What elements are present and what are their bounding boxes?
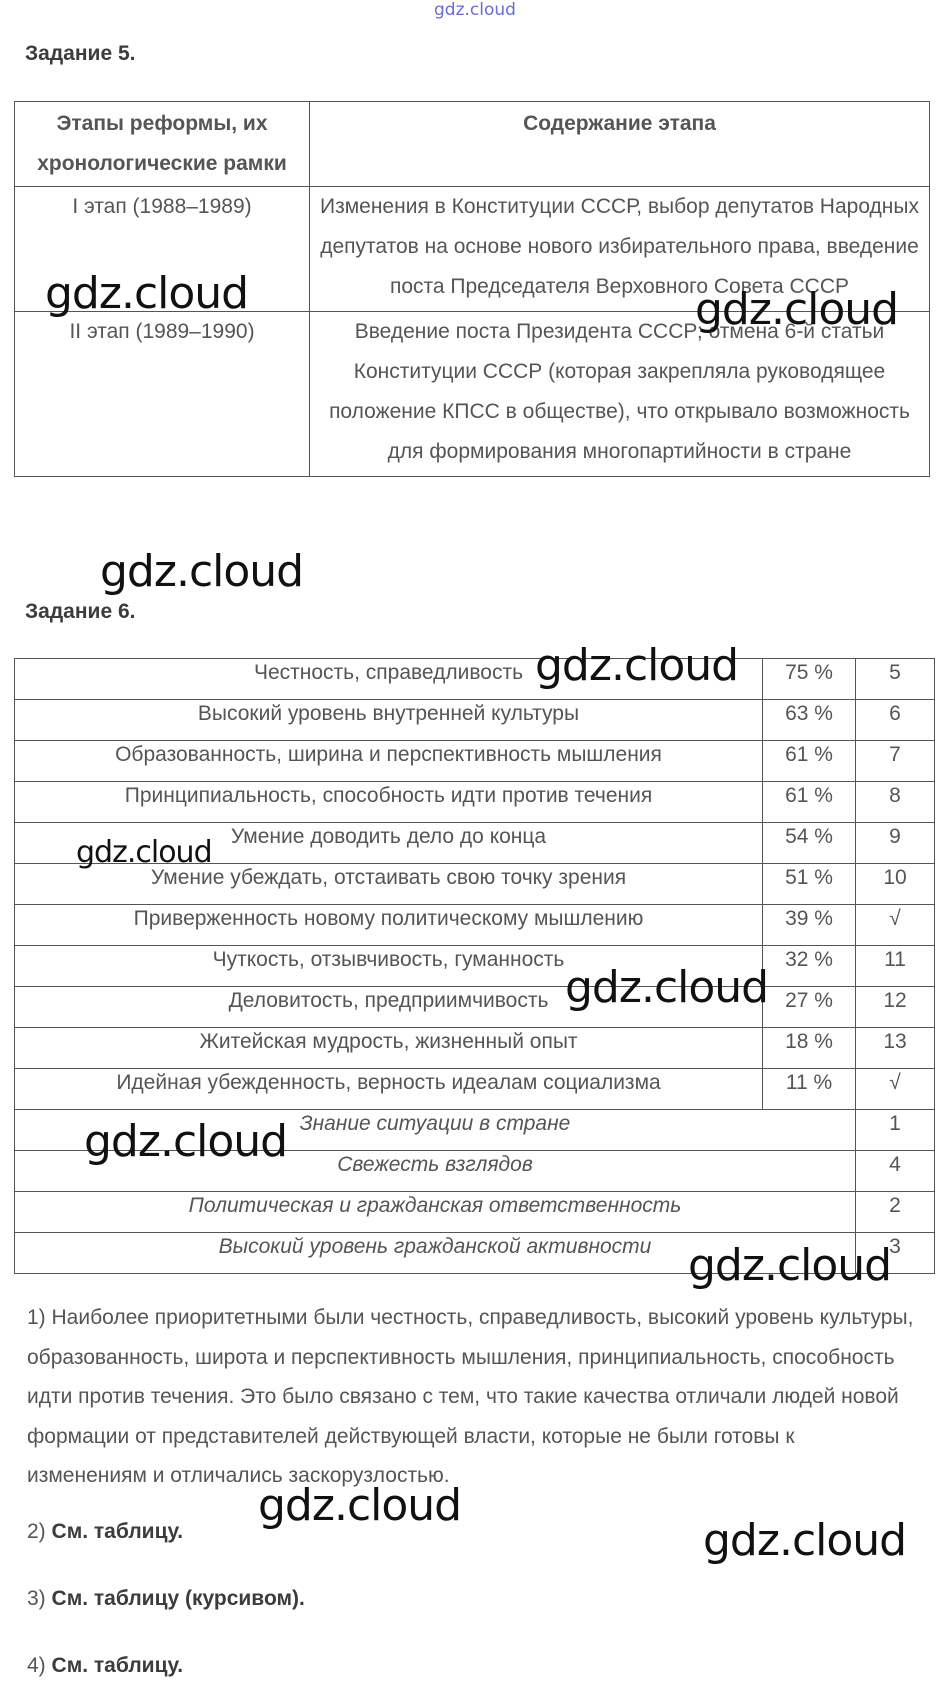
table-row [15, 741, 935, 782]
rank-cell: 3 [856, 1233, 935, 1274]
watermark: gdz.cloud [45, 268, 249, 319]
answer-3 [27, 1587, 305, 1611]
quality-cell: Высокий уровень гражданской активности [15, 1233, 856, 1274]
qualities-table [14, 658, 935, 1274]
rank-cell: 11 [856, 946, 935, 987]
rank-cell: 4 [856, 1151, 935, 1192]
answer-2-number: 2) [27, 1520, 46, 1543]
content-cell: Изменения в Конституции СССР, выбор депутатов Народных депутатов на основе нового избирательного права, введение поста Председателя Верховного Совета СССР [310, 187, 930, 312]
percent-cell: 27 % [763, 987, 856, 1028]
answer-4-number: 4) [27, 1654, 46, 1677]
quality-cell: Приверженность новому политическому мышлению [15, 905, 763, 946]
watermark: gdz.cloud [258, 1480, 462, 1531]
task5-title: Задание 5. [25, 42, 136, 65]
table-header-row [15, 102, 930, 187]
site-mark: gdz.cloud [434, 0, 516, 20]
rank-cell: 7 [856, 741, 935, 782]
rank-cell: √ [856, 1069, 935, 1110]
rank-cell: 9 [856, 823, 935, 864]
stage-cell: II этап (1989–1990) [15, 312, 310, 477]
answer-3-text: См. таблицу (курсивом). [51, 1587, 305, 1610]
table-row [15, 1192, 935, 1233]
rank-cell: 8 [856, 782, 935, 823]
answer-4 [27, 1654, 183, 1678]
answer-2 [27, 1520, 183, 1544]
rank-cell: 10 [856, 864, 935, 905]
table-row [15, 782, 935, 823]
watermark: gdz.cloud [84, 1116, 288, 1167]
quality-cell: Принципиальность, способность идти против течения [15, 782, 763, 823]
percent-cell: 61 % [763, 741, 856, 782]
table-row [15, 987, 935, 1028]
watermark: gdz.cloud [703, 1515, 907, 1566]
quality-cell: Умение убеждать, отстаивать свою точку зрения [15, 864, 763, 905]
quality-cell: Житейская мудрость, жизненный опыт [15, 1028, 763, 1069]
percent-cell: 61 % [763, 782, 856, 823]
rank-cell: 5 [856, 659, 935, 700]
watermark: gdz.cloud [695, 284, 899, 335]
answer-4-text: См. таблицу. [51, 1654, 184, 1677]
table-row [15, 1028, 935, 1069]
percent-cell: 18 % [763, 1028, 856, 1069]
quality-cell: Свежесть взглядов [15, 1151, 856, 1192]
rank-cell: 1 [856, 1110, 935, 1151]
header-stages: Этапы реформы, их хронологические рамки [15, 102, 310, 187]
percent-cell: 54 % [763, 823, 856, 864]
table-row [15, 700, 935, 741]
percent-cell: 11 % [763, 1069, 856, 1110]
watermark: gdz.cloud [565, 962, 769, 1013]
rank-cell: √ [856, 905, 935, 946]
table-row [15, 312, 930, 477]
table-row [15, 946, 935, 987]
quality-cell: Образованность, ширина и перспективность мышления [15, 741, 763, 782]
content-cell: Введение поста Президента СССР; отмена 6-й статьи Конституции СССР (которая закрепляла руководящее положение КПСС в обществе), что открывало возможность для формирования многопартийности в стране [310, 312, 930, 477]
rank-cell: 13 [856, 1028, 935, 1069]
answer-1: 1) Наиболее приоритетными были честность, справедливость, высокий уровень культуры, образованность, широта и перспективность мышления, принципиальность, способность идти против течения. Это было связано с тем, что такие качества отличали людей новой формации от представителей действующей власти, которые не были готовы к изменениям и отличались заскорузлостью. [27, 1306, 914, 1487]
answer-2-text: См. таблицу. [51, 1520, 184, 1543]
table-row [15, 905, 935, 946]
table-row [15, 1069, 935, 1110]
stage-cell: I этап (1988–1989) [15, 187, 310, 312]
table-row [15, 659, 935, 700]
percent-cell: 75 % [763, 659, 856, 700]
quality-cell: Знание ситуации в стране [15, 1110, 856, 1151]
quality-cell: Честность, справедливость [15, 659, 763, 700]
quality-cell: Деловитость, предприимчивость [15, 987, 763, 1028]
percent-cell: 39 % [763, 905, 856, 946]
rank-cell: 2 [856, 1192, 935, 1233]
watermark: gdz.cloud [535, 640, 739, 691]
percent-cell: 32 % [763, 946, 856, 987]
rank-cell: 12 [856, 987, 935, 1028]
quality-cell: Идейная убежденность, верность идеалам социализма [15, 1069, 763, 1110]
watermark: gdz.cloud [100, 546, 304, 597]
quality-cell: Высокий уровень внутренней культуры [15, 700, 763, 741]
percent-cell: 51 % [763, 864, 856, 905]
quality-cell: Политическая и гражданская ответственность [15, 1192, 856, 1233]
percent-cell: 63 % [763, 700, 856, 741]
quality-cell: Чуткость, отзывчивость, гуманность [15, 946, 763, 987]
quality-cell: Умение доводить дело до конца [15, 823, 763, 864]
watermark: gdz.cloud [76, 835, 212, 870]
rank-cell: 6 [856, 700, 935, 741]
task6-title: Задание 6. [25, 600, 136, 623]
answer-3-number: 3) [27, 1587, 46, 1610]
header-content: Содержание этапа [310, 102, 930, 187]
watermark: gdz.cloud [688, 1240, 892, 1291]
